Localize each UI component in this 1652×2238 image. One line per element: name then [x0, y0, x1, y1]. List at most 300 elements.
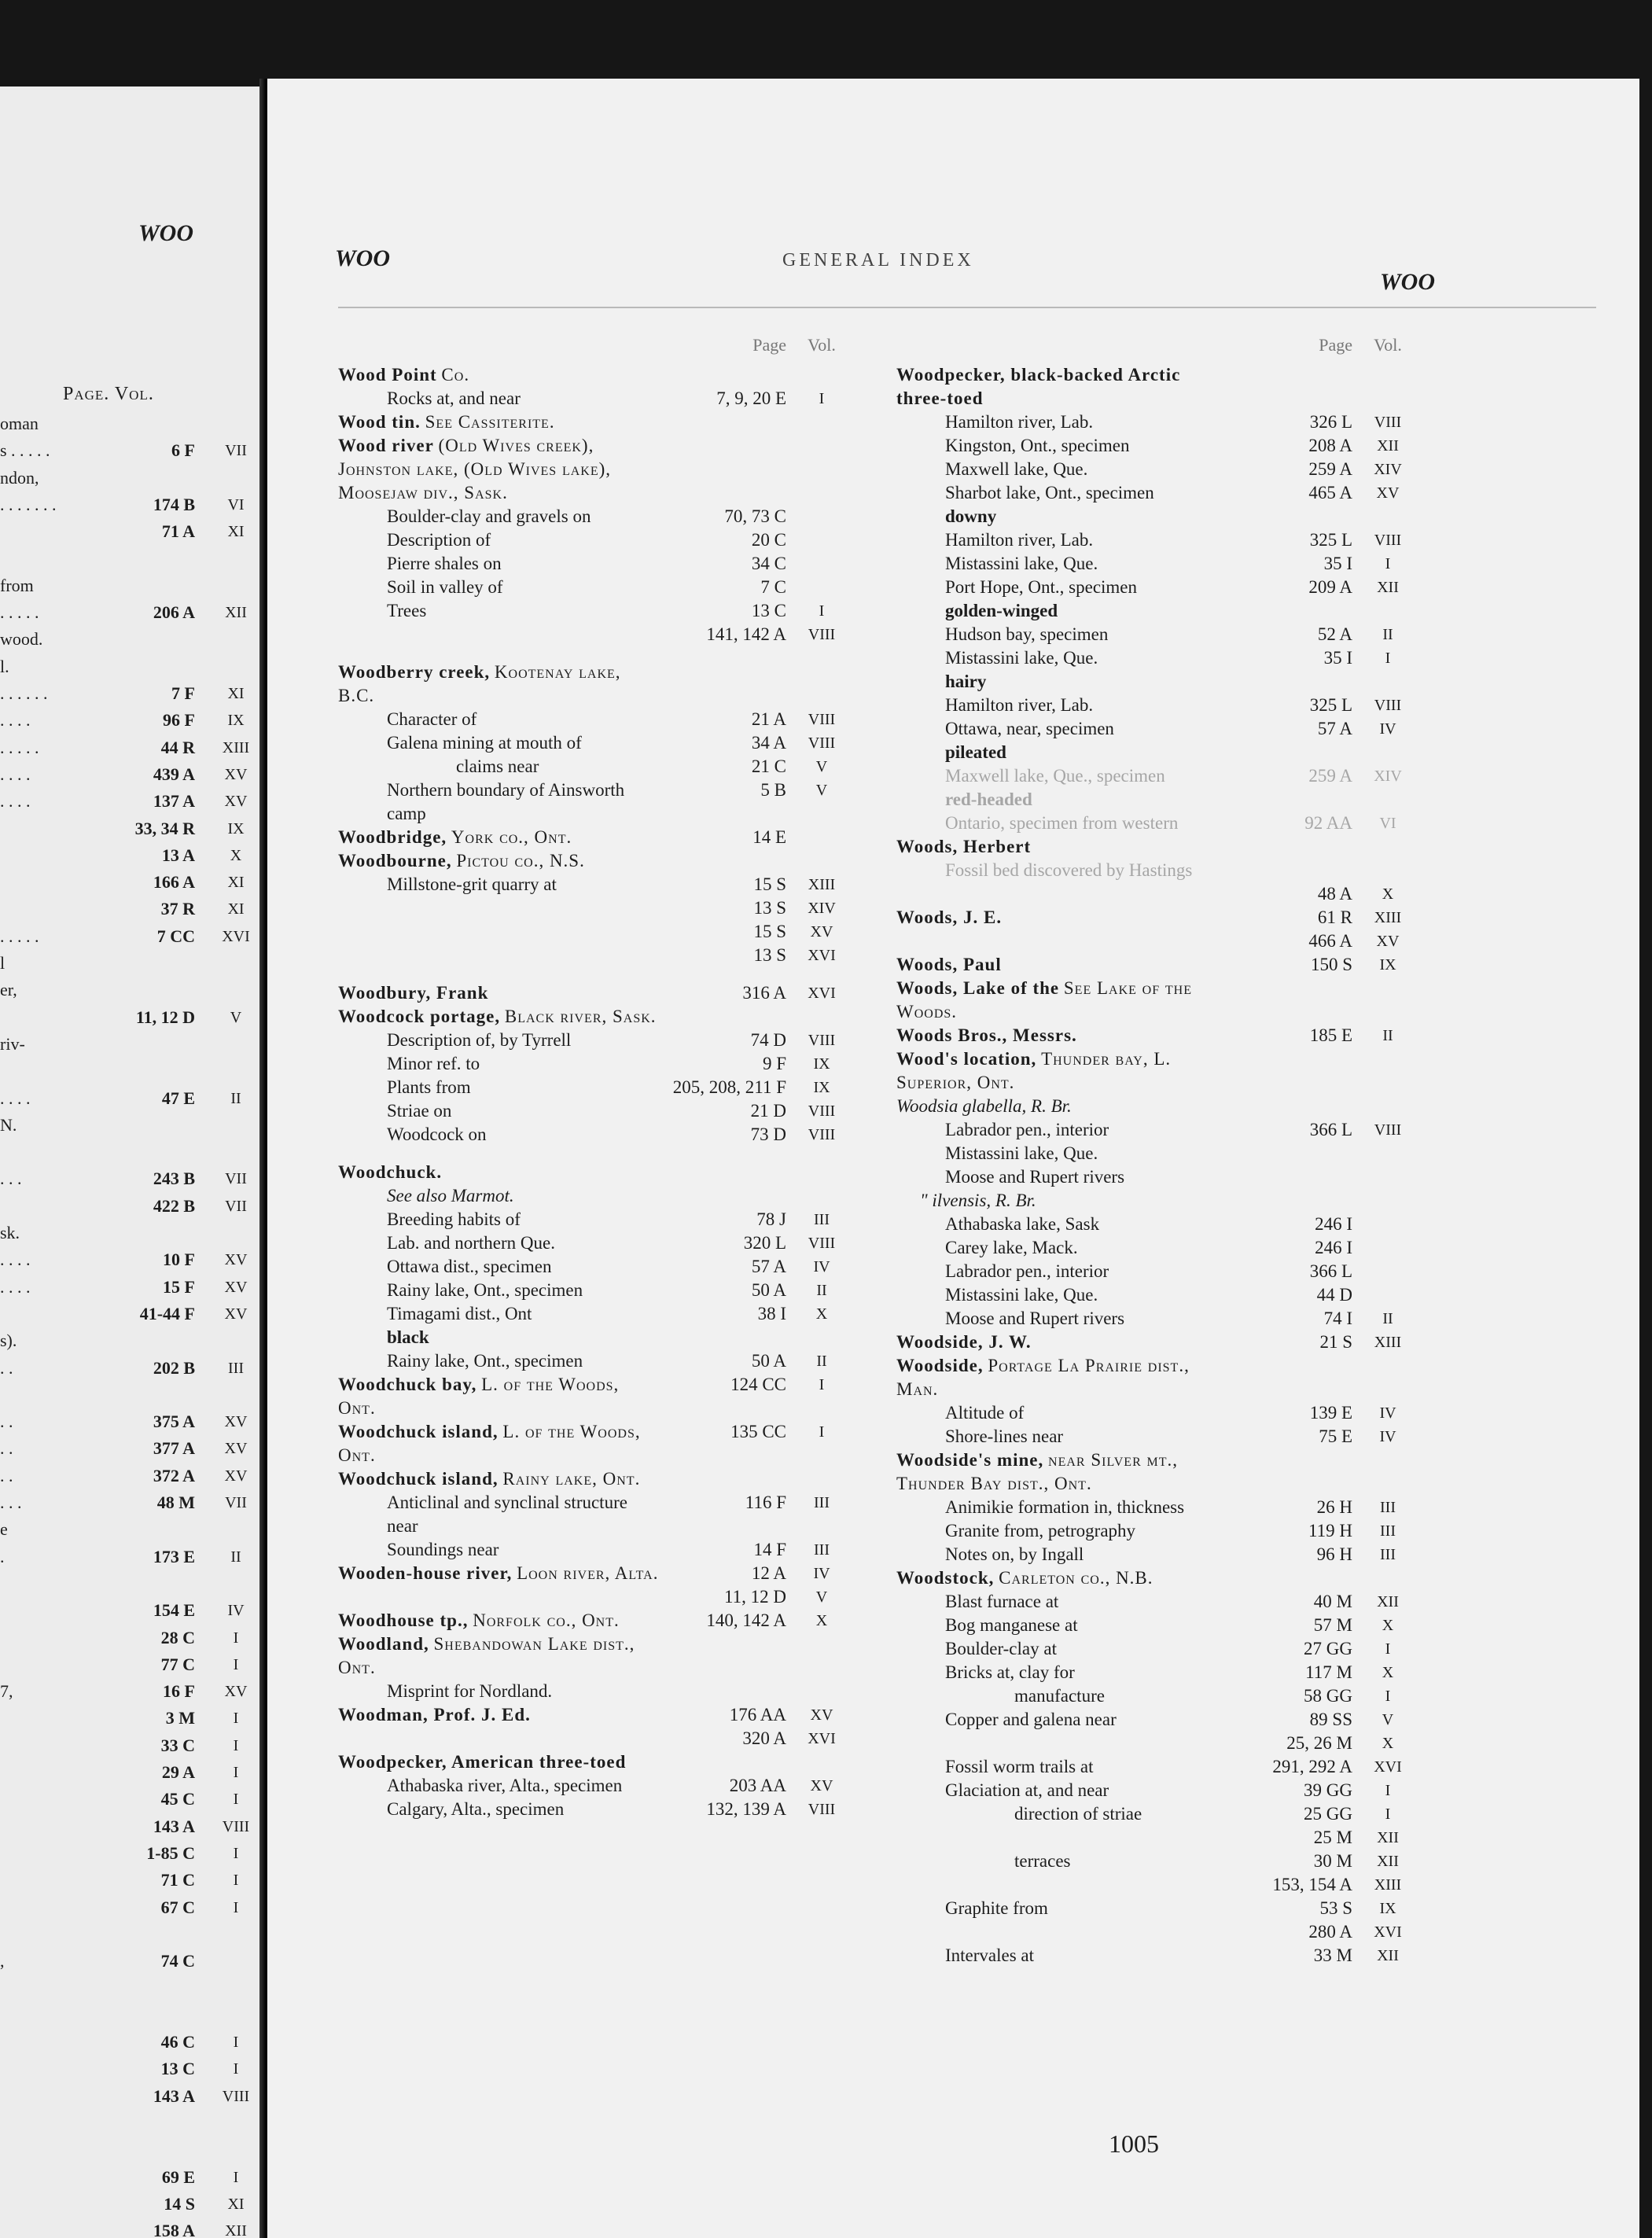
- page-number: 1005: [1109, 2129, 1159, 2158]
- left-index-line: [0, 1570, 195, 1597]
- page-ref: 259 A: [1308, 459, 1352, 479]
- left-line-page: 7 CC: [156, 926, 195, 946]
- index-subentry: [896, 859, 1415, 882]
- left-line-text: . .: [0, 1465, 13, 1485]
- heading-qualifier: Rainy lake, Ont.: [502, 1469, 641, 1489]
- index-subentry: [896, 623, 1415, 646]
- headword: Woodchuck bay,: [338, 1375, 477, 1394]
- left-line-page: 14 S: [164, 2193, 195, 2214]
- left-line-text: . . . .: [0, 1250, 31, 1270]
- subentry-text: manufacture: [1014, 1686, 1105, 1706]
- subentry-text: Galena mining at mouth of: [387, 733, 582, 753]
- left-index-line: [0, 1355, 195, 1382]
- left-index-line: [0, 2002, 195, 2029]
- left-line-volume: XV: [224, 765, 248, 783]
- heading-text: [338, 1161, 849, 1184]
- left-line-page: 202 B: [153, 1357, 195, 1378]
- left-index-line: [0, 410, 195, 437]
- page-ref: 73 D: [750, 1125, 786, 1144]
- left-index-line: [0, 1246, 195, 1273]
- index-subentry: [896, 458, 1415, 481]
- left-line-volume: I: [233, 1629, 239, 1647]
- left-line-text: l: [0, 953, 6, 973]
- left-index-line: [0, 1193, 195, 1220]
- volume-ref: IX: [813, 1055, 830, 1073]
- headword: Woodman, Prof. J. Ed.: [338, 1705, 531, 1725]
- left-line-text: er,: [0, 980, 17, 1000]
- heading-qualifier: Kootenay lake, B.C.: [338, 662, 621, 705]
- volume-ref: XV: [810, 1706, 833, 1724]
- left-index-line: [0, 653, 195, 680]
- left-index-line: [0, 1813, 195, 1840]
- left-line-volume: XV: [224, 1683, 248, 1701]
- left-line-volume: IX: [227, 712, 245, 730]
- left-line-page: 46 C: [160, 2032, 195, 2052]
- page-ref: 280 A: [1308, 1922, 1352, 1942]
- volume-ref: VIII: [808, 1126, 836, 1143]
- index-subentry: [896, 1637, 1415, 1661]
- volume-ref: VIII: [808, 1032, 836, 1049]
- index-heading: [338, 1420, 849, 1467]
- left-line-volume: XV: [224, 1305, 248, 1323]
- page-ref: 25 GG: [1304, 1804, 1352, 1824]
- volume-ref: XII: [1377, 579, 1399, 596]
- index-subentry: [338, 599, 849, 623]
- page-ref: 139 E: [1309, 1403, 1352, 1423]
- headword: Woodchuck island,: [338, 1469, 499, 1489]
- subentry-text: Striae on: [387, 1101, 452, 1121]
- page-ref: 15 S: [753, 922, 786, 941]
- index-subentry: [338, 1727, 849, 1750]
- headword: Woodside,: [896, 1356, 984, 1375]
- left-line-volume: X: [230, 846, 242, 864]
- left-line-text: l.: [0, 656, 9, 676]
- subentry-text: golden-winged: [945, 601, 1058, 620]
- left-line-page: 11, 12 D: [135, 1007, 195, 1027]
- left-index-line: [0, 680, 195, 707]
- volume-ref: I: [819, 602, 825, 620]
- subentry-text: See also Marmot.: [387, 1186, 514, 1206]
- volume-ref: VIII: [808, 711, 836, 728]
- page-ref: 50 A: [751, 1351, 786, 1371]
- subentry-text: Moose and Rupert rivers: [945, 1167, 1125, 1187]
- index-subentry: [896, 1850, 1415, 1873]
- left-line-page: 3 M: [165, 1708, 195, 1728]
- page-ref: 15 S: [753, 874, 786, 894]
- heading-qualifier: Shebandowan Lake dist., Ont.: [338, 1634, 635, 1677]
- page-ref: 208 A: [1308, 436, 1352, 455]
- volume-ref: IX: [1379, 956, 1396, 974]
- heading-qualifier: York co., Ont.: [451, 827, 572, 847]
- left-line-text: from: [0, 575, 34, 595]
- volume-ref: II: [1382, 1310, 1393, 1327]
- subentry-text: Rocks at, and near: [387, 388, 521, 408]
- left-index-line: [0, 1220, 195, 1246]
- headword: Woodcock portage,: [338, 1007, 501, 1026]
- index-subentry: [338, 1326, 849, 1349]
- subentry-text: Ottawa, near, specimen: [945, 719, 1114, 738]
- page-ref: 27 GG: [1304, 1639, 1352, 1658]
- subentry-text: Glaciation at, and near: [945, 1780, 1109, 1800]
- volume-ref: IV: [813, 1565, 830, 1582]
- index-subentry: [896, 1543, 1415, 1566]
- index-subentry: [338, 623, 849, 646]
- left-line-volume: I: [233, 1791, 239, 1809]
- left-line-volume: I: [233, 1710, 239, 1728]
- page-ref: 21 D: [750, 1101, 786, 1121]
- left-line-volume: VII: [225, 1494, 247, 1511]
- left-index-line: [0, 1732, 195, 1759]
- subentry-text: Graphite from: [945, 1898, 1048, 1918]
- page-ref: 366 L: [1309, 1120, 1352, 1139]
- left-line-volume: I: [233, 1655, 239, 1673]
- left-line-page: 13 C: [160, 2059, 195, 2079]
- left-line-page: 372 A: [153, 1465, 195, 1485]
- subentry-text: Maxwell lake, Que., specimen: [945, 766, 1165, 786]
- volume-ref: XIII: [808, 876, 836, 893]
- left-index-line: [0, 437, 195, 464]
- left-index-line: [0, 626, 195, 653]
- left-line-volume: XIII: [222, 738, 250, 756]
- headword: Woodside, J. W.: [896, 1332, 1032, 1352]
- page-ref: 153, 154 A: [1272, 1875, 1352, 1894]
- heading-qualifier: Co.: [441, 365, 470, 385]
- left-index-line: [0, 1112, 195, 1139]
- volume-ref: I: [819, 390, 825, 407]
- volume-ref: X: [1382, 1664, 1394, 1681]
- page-ref: 74 D: [750, 1030, 786, 1050]
- column-2-header: [896, 332, 1415, 363]
- left-index-line: [0, 546, 195, 572]
- volume-ref: VI: [1379, 815, 1396, 832]
- volume-ref: X: [1382, 885, 1394, 903]
- index-subentry: [896, 576, 1415, 599]
- left-line-text: e: [0, 1519, 8, 1540]
- left-index-line: [0, 977, 195, 1003]
- page-ref: 13 S: [753, 945, 786, 965]
- left-index-line: [0, 599, 195, 626]
- index-subentry: [896, 788, 1415, 812]
- page-ref: 325 L: [1309, 530, 1352, 550]
- page-ref: 205, 208, 211 F: [672, 1077, 786, 1097]
- volume-ref: I: [1385, 555, 1391, 572]
- headword: Woodpecker, American three-toed: [338, 1752, 627, 1772]
- subentry-text: Description of, by Tyrrell: [387, 1030, 572, 1050]
- subentry-text: Hamilton river, Lab.: [945, 412, 1094, 432]
- index-subentry: [896, 1590, 1415, 1614]
- subentry-text: Lab. and northern Que.: [387, 1233, 555, 1253]
- left-line-page: 48 M: [156, 1493, 195, 1512]
- left-line-text: . .: [0, 1438, 13, 1459]
- left-line-page: 10 F: [163, 1250, 195, 1270]
- volume-ref: I: [1385, 1688, 1391, 1705]
- index-subentry: [338, 1123, 849, 1147]
- index-subentry: [338, 505, 849, 528]
- index-heading: [338, 661, 849, 708]
- heading-text: [896, 1566, 1415, 1590]
- volume-ref: III: [1380, 1522, 1396, 1540]
- index-subentry: [896, 764, 1415, 788]
- subentry-text: Mistassini lake, Que.: [945, 648, 1098, 668]
- heading-qualifier: L. of the Woods, Ont.: [338, 1375, 620, 1418]
- volume-ref: I: [819, 1423, 825, 1441]
- left-index-line: [0, 761, 195, 788]
- left-index-line: [0, 491, 195, 518]
- page-ref: 58 GG: [1304, 1686, 1352, 1706]
- left-line-volume: IX: [227, 819, 245, 837]
- left-index-line: [0, 2191, 195, 2218]
- left-line-text: riv-: [0, 1033, 25, 1054]
- index-subentry: [896, 812, 1415, 835]
- page-ref: 141, 142 A: [706, 624, 786, 644]
- volume-ref: III: [814, 1211, 830, 1228]
- page-ref: 209 A: [1308, 577, 1352, 597]
- subentry-text: Soil in valley of: [387, 577, 503, 597]
- heading-text: [338, 849, 849, 873]
- subentry-text: Bricks at, clay for: [945, 1662, 1075, 1682]
- subentry-text: Fossil worm trails at: [945, 1757, 1094, 1776]
- volume-ref: III: [814, 1494, 830, 1511]
- index-heading: [338, 1373, 849, 1420]
- heading-qualifier: Loon river, Alta.: [517, 1563, 659, 1583]
- left-line-text: . . . .: [0, 791, 31, 812]
- volume-ref: V: [815, 782, 828, 799]
- volume-ref: III: [1380, 1499, 1396, 1516]
- left-line-text: . . .: [0, 1493, 22, 1512]
- heading-qualifier: See Cassiterite.: [425, 412, 555, 432]
- volume-ref: XVI: [808, 985, 836, 1002]
- page-ref: 132, 139 A: [706, 1799, 786, 1819]
- page-ref: 78 J: [756, 1209, 786, 1229]
- page-ref: 89 SS: [1309, 1710, 1352, 1729]
- page-ref: 326 L: [1309, 412, 1352, 432]
- page-ref: 26 H: [1316, 1497, 1352, 1517]
- subentry-text: Pierre shales on: [387, 554, 502, 573]
- subentry-text: Soundings near: [387, 1540, 499, 1559]
- left-index-line: [0, 518, 195, 545]
- left-line-text: .: [0, 1546, 5, 1566]
- volume-ref: XV: [1376, 484, 1400, 502]
- headword: Wood Point: [338, 365, 437, 385]
- subentry-text: Maxwell lake, Que.: [945, 459, 1088, 479]
- left-line-page: 143 A: [153, 2085, 195, 2106]
- heading-text: [338, 1005, 849, 1029]
- page-ref: 185 E: [1309, 1025, 1352, 1045]
- volume-ref: XVI: [808, 1730, 836, 1747]
- left-index-line: [0, 2056, 195, 2082]
- index-subentry: [896, 1401, 1415, 1425]
- volume-ref: XVI: [1374, 1758, 1402, 1776]
- heading-text: [896, 1354, 1415, 1401]
- page-ref: 35 I: [1323, 554, 1352, 573]
- left-line-volume: IV: [227, 1602, 245, 1620]
- page-ref: 40 M: [1313, 1592, 1352, 1611]
- index-subentry: [896, 505, 1415, 528]
- volume-ref: XII: [1377, 1829, 1399, 1846]
- subentry-text: Shore-lines near: [945, 1426, 1064, 1446]
- index-subentry: [338, 1349, 849, 1373]
- headword: Wood's location,: [896, 1049, 1037, 1069]
- entry-gap: [338, 646, 849, 661]
- left-line-volume: VII: [225, 1170, 247, 1188]
- left-line-volume: I: [233, 2168, 239, 2186]
- headword: Woods, Lake of the: [896, 978, 1060, 998]
- headword: Woods Bros., Messrs.: [896, 1025, 1077, 1045]
- volume-ref: IV: [813, 1258, 830, 1275]
- left-line-text: 7,: [0, 1681, 13, 1702]
- volume-ref: II: [816, 1353, 827, 1370]
- subentry-text: Timagami dist., Ont: [387, 1304, 532, 1323]
- left-line-volume: I: [233, 2034, 239, 2051]
- left-line-page: 33, 34 R: [134, 818, 195, 838]
- left-index-line: [0, 1975, 195, 2001]
- left-line-text: . . .: [0, 1169, 22, 1189]
- left-line-text: ,: [0, 1951, 5, 1971]
- left-index-line: [0, 1274, 195, 1301]
- left-line-page: 206 A: [153, 602, 195, 623]
- heading-qualifier: near Silver mt., Thunder Bay dist., Ont.: [896, 1450, 1178, 1493]
- subentry-text: Ottawa dist., specimen: [387, 1257, 552, 1276]
- index-subentry: [896, 1732, 1415, 1755]
- headword: Woodberry creek,: [338, 662, 491, 682]
- left-index-line: [0, 1840, 195, 1867]
- index-subentry: [896, 528, 1415, 552]
- heading-qualifier: Pictou co., N.S.: [456, 851, 585, 871]
- right-header-right: WOO: [1380, 269, 1436, 295]
- volume-ref: II: [1382, 626, 1393, 643]
- page-ref: 124 CC: [730, 1375, 786, 1394]
- subentry-text: Labrador pen., interior: [945, 1120, 1109, 1139]
- subentry-text: Altitude of: [945, 1403, 1025, 1423]
- left-line-text: oman: [0, 414, 39, 433]
- index-subentry: [896, 1614, 1415, 1637]
- volume-ref: V: [1382, 1711, 1394, 1728]
- index-heading: [338, 1562, 849, 1585]
- index-heading: [896, 953, 1415, 977]
- left-index-line: [0, 1382, 195, 1408]
- left-line-volume: I: [233, 1764, 239, 1781]
- vol-label: Vol.: [1374, 335, 1402, 355]
- left-line-volume: VI: [227, 495, 245, 513]
- left-index-line: [0, 1058, 195, 1084]
- page-ref: 38 I: [757, 1304, 786, 1323]
- volume-ref: II: [816, 1282, 827, 1299]
- volume-ref: XII: [1377, 1947, 1399, 1964]
- subentry-text: hairy: [945, 672, 987, 691]
- heading-text: [896, 835, 1415, 859]
- left-index-line: [0, 896, 195, 922]
- left-index-line: [0, 1678, 195, 1705]
- header-rule: [338, 307, 1596, 308]
- subentry-text: Kingston, Ont., specimen: [945, 436, 1130, 455]
- page-ref: 30 M: [1313, 1851, 1352, 1871]
- left-line-volume: II: [230, 1089, 241, 1107]
- heading-qualifier: L. of the Woods, Ont.: [338, 1422, 641, 1465]
- volume-ref: I: [1385, 650, 1391, 667]
- index-subentry: [896, 1283, 1415, 1307]
- volume-ref: IV: [1379, 1428, 1396, 1445]
- volume-ref: II: [1382, 1027, 1393, 1044]
- index-subentry: [896, 1944, 1415, 1967]
- index-subentry: [338, 1538, 849, 1562]
- index-subentry: [896, 1095, 1415, 1118]
- index-subentry: [896, 1755, 1415, 1779]
- entry-gap: [338, 967, 849, 981]
- subentry-text: Ontario, specimen from western: [945, 813, 1179, 833]
- heading-text: [338, 410, 849, 434]
- page-ref: 116 F: [745, 1493, 786, 1512]
- left-index-line: [0, 707, 195, 734]
- index-subentry: [896, 1873, 1415, 1897]
- left-index-line: [0, 2218, 195, 2238]
- left-line-volume: XVI: [222, 927, 250, 945]
- left-line-page: 7 F: [171, 683, 195, 703]
- left-line-text: ndon,: [0, 467, 39, 488]
- page-label: Page: [752, 335, 786, 355]
- left-line-text: N.: [0, 1114, 17, 1135]
- index-subentry: [896, 1496, 1415, 1519]
- left-index-line: [0, 1948, 195, 1975]
- index-subentry: [338, 1302, 849, 1326]
- subentry-text: Moose and Rupert rivers: [945, 1309, 1125, 1328]
- left-index-line: [0, 1165, 195, 1192]
- volume-ref: X: [815, 1305, 828, 1323]
- left-line-page: 154 E: [153, 1600, 195, 1621]
- left-index-line: [0, 1301, 195, 1327]
- index-subentry: [338, 576, 849, 599]
- heading-text: [338, 1632, 849, 1680]
- subentry-text: Mistassini lake, Que.: [945, 554, 1098, 573]
- left-line-text: . . . .: [0, 764, 31, 784]
- volume-ref: VIII: [808, 734, 836, 752]
- page-ref: 57 A: [1317, 719, 1352, 738]
- left-line-volume: XI: [227, 685, 245, 702]
- subentry-text: Port Hope, Ont., specimen: [945, 577, 1138, 597]
- index-heading: [338, 434, 849, 505]
- index-subentry: [896, 1519, 1415, 1543]
- headword: Woods, Paul: [896, 955, 1002, 974]
- left-line-page: 377 A: [153, 1438, 195, 1459]
- subentry-text: Boulder-clay at: [945, 1639, 1057, 1658]
- index-heading: [896, 1354, 1415, 1401]
- index-subentry: [896, 1236, 1415, 1260]
- left-column-header: Page. Vol.: [63, 384, 154, 404]
- index-subentry: [896, 1189, 1415, 1213]
- subentry-text: Fossil bed discovered by Hastings: [945, 860, 1193, 880]
- volume-ref: I: [819, 1376, 825, 1393]
- left-index-line: [0, 1544, 195, 1570]
- page-ref: 57 M: [1313, 1615, 1352, 1635]
- heading-qualifier: (Old Wives creek), Johnston lake, (Old Wives lake), Moosejaw div., Sask.: [338, 436, 612, 502]
- page-ref: 5 B: [760, 780, 786, 800]
- volume-ref: VIII: [1374, 697, 1402, 714]
- left-line-page: 143 A: [153, 1816, 195, 1836]
- page-ref: 291, 292 A: [1272, 1757, 1352, 1776]
- left-line-text: wood.: [0, 629, 43, 650]
- index-subentry: [896, 670, 1415, 694]
- index-subentry: [896, 1920, 1415, 1944]
- left-line-page: 77 C: [160, 1654, 195, 1674]
- entry-gap: [338, 1147, 849, 1161]
- volume-ref: XVI: [808, 947, 836, 964]
- left-line-page: 243 B: [153, 1169, 195, 1189]
- index-heading: [338, 1161, 849, 1184]
- heading-text: [338, 661, 849, 708]
- left-line-volume: XV: [224, 1413, 248, 1431]
- left-index-line: [0, 1625, 195, 1651]
- page-ref: 246 I: [1315, 1214, 1352, 1234]
- volume-ref: IV: [1379, 720, 1396, 738]
